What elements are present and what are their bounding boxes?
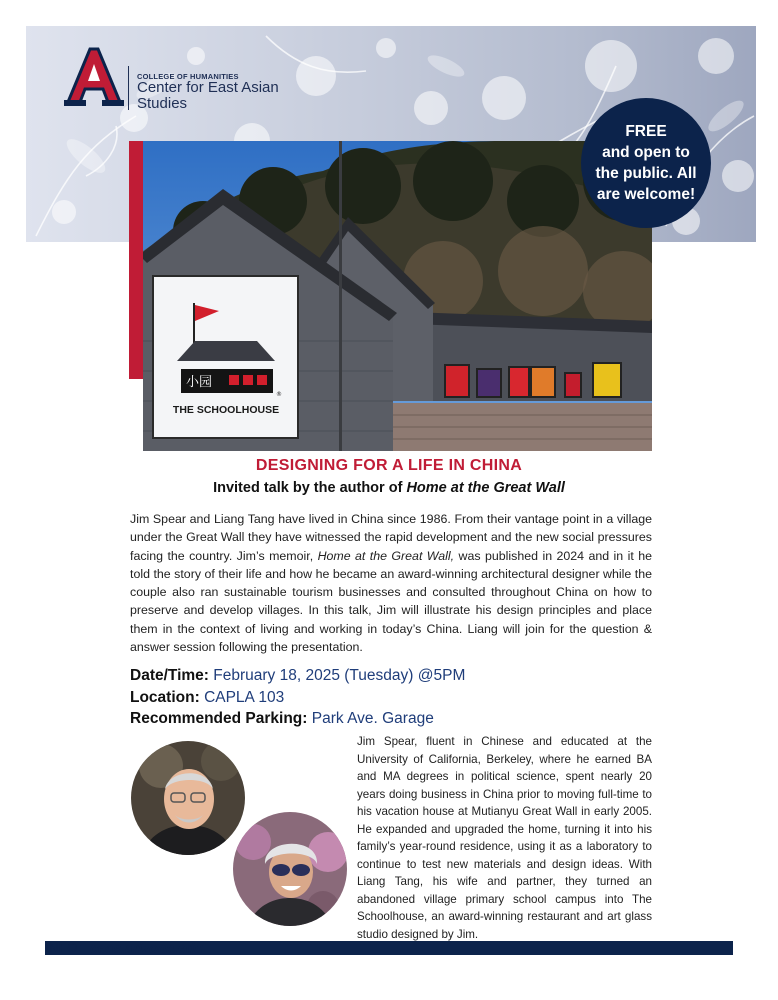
avatar-jim-spear — [131, 741, 245, 855]
badge-line3: the public. All — [595, 165, 697, 182]
footer-website-link[interactable]: ceas.arizona.edu — [90, 940, 203, 956]
sign-chinese-text: 小园 — [186, 375, 213, 390]
center-name-line1: Center for East Asian — [137, 79, 279, 96]
badge-line1: FREE — [625, 123, 667, 140]
date-label: Date/Time: — [130, 667, 209, 684]
event-subtitle — [0, 480, 778, 496]
event-description — [130, 510, 652, 656]
free-admission-badge — [581, 98, 711, 228]
red-accent-bar — [129, 141, 143, 379]
center-name — [137, 80, 297, 112]
location-label: Location: — [130, 688, 200, 706]
description-part2: was published in 2024 and in it he told the story of their life and how he became an award-winning architectural designer while the couple also ran sustainable tourism businesses and consulted throughout China on how to preserve and develop villages. In this talk, Jim will illustrate his design principles and place them in the context of living and working in today’s China. Liang will join for the question & answer session following the presentation. — [130, 548, 652, 655]
description-book-title: Home at the Great Wall, — [317, 548, 455, 563]
parking-value: Park Ave. Garage — [311, 710, 434, 727]
sign-caption: THE SCHOOLHOUSE — [172, 404, 280, 416]
logo-divider — [128, 66, 129, 110]
parking-row — [130, 708, 465, 730]
footer-info-label: INFO: — [45, 940, 82, 955]
date-row — [130, 665, 465, 687]
center-name-line2: Studies — [137, 95, 188, 112]
subtitle-book-title: Home at the Great Wall — [406, 480, 565, 496]
subtitle-text: Invited talk by the author of — [213, 480, 407, 496]
parking-label: Recommended Parking: — [130, 710, 308, 727]
college-name: COLLEGE OF HUMANITIES — [137, 72, 239, 81]
university-logo-icon — [62, 44, 124, 115]
location-value: CAPLA 103 — [204, 688, 285, 706]
date-value: February 18, 2025 (Tuesday) @5PM — [213, 667, 466, 684]
speaker-bio: Jim Spear, fluent in Chinese and educated at the University of California, Berkeley, where he earned BA and MA degrees in political science, spent nearly 20 years doing business in China prior to moving full-time to his vacation house at Mutianyu Great Wall in early 2005. He expanded and upgraded the home, turning it into his family’s year-round residence, using it as a laboratory to continue to test new materials and design ideas. With Liang Tang, his wife and partner, they turned an abandoned village primary school campus into The Schoolhouse, an award-winning restaurant and art glass studio designed by Jim. — [357, 735, 652, 941]
event-details — [130, 665, 465, 730]
schoolhouse-photo — [143, 141, 652, 451]
avatar-liang-tang — [233, 812, 347, 926]
description-part1: Jim Spear and Liang Tang have lived in China since 1986. From their vantage point in a village under the Great Wall they have witnessed the rapid development and the new social pressures facing the country. Jim’s memoir, — [130, 512, 652, 563]
event-title: DESIGNING FOR A LIFE IN CHINA — [255, 457, 523, 474]
location-row — [130, 687, 465, 709]
badge-line4: are welcome! — [596, 186, 696, 203]
badge-line2: and open to — [602, 144, 690, 161]
sign-mark: ® — [276, 391, 282, 398]
